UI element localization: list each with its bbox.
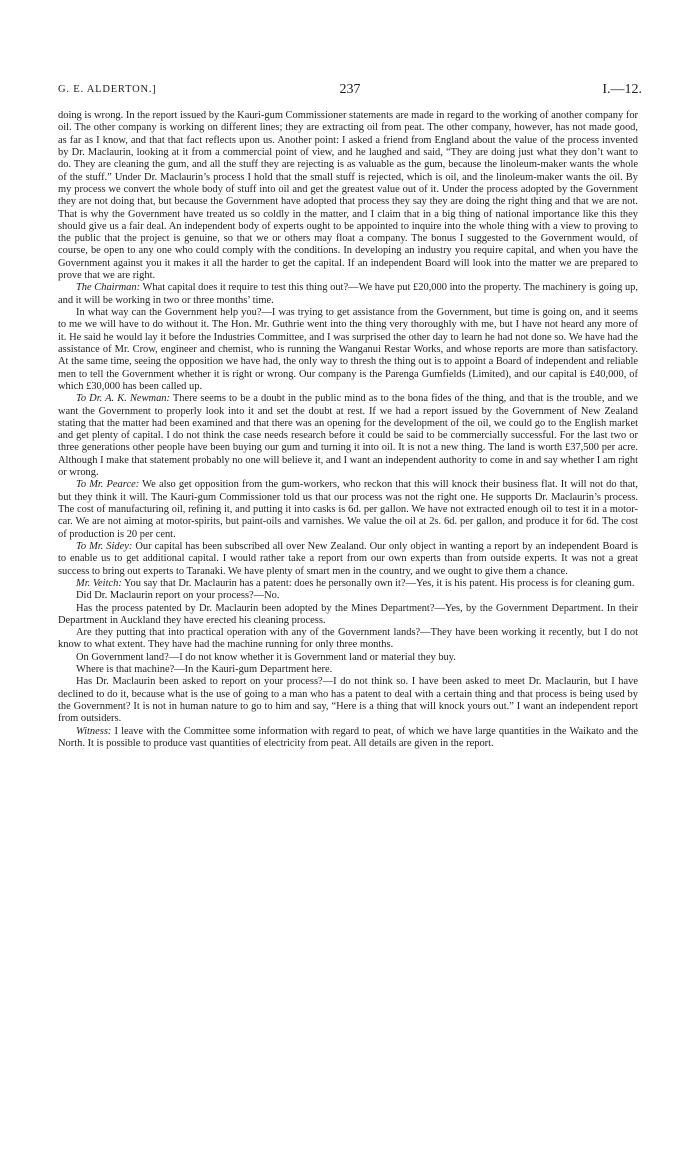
paragraph — [58, 726, 638, 751]
speaker: The Chairman: — [76, 282, 141, 294]
speaker: To Dr. A. K. Newman: — [76, 393, 170, 405]
paragraph — [58, 664, 638, 676]
paragraph — [58, 603, 638, 628]
witness-name: G. E. ALDERTON.] — [58, 84, 157, 95]
paragraph — [58, 479, 638, 541]
paragraph — [58, 676, 638, 725]
paragraph-text: I leave with the Committee some information with regard to peat, of which we have large quantities in the Waikato and the North. It is possible to produce vast quantities of electricity from peat. All details are given in the report. — [58, 725, 639, 749]
paragraph-text: Where is that machine?—In the Kauri-gum Department here. — [76, 664, 333, 676]
paragraph — [58, 590, 638, 602]
paragraph — [58, 652, 638, 664]
page-header — [58, 82, 642, 100]
speaker: To Mr. Sidey: — [76, 540, 133, 552]
speaker: To Mr. Pearce: — [76, 479, 140, 491]
page-body — [58, 110, 638, 750]
paragraph — [58, 307, 638, 393]
paragraph — [58, 282, 638, 307]
paragraph — [58, 393, 638, 479]
paragraph-text: Are they putting that into practical operation with any of the Government lands?—They have been working it recently, but I do not know to what extent. They have had the machine running for only three months. — [58, 627, 638, 651]
paragraph — [58, 578, 638, 590]
paragraph-text: Has Dr. Maclaurin been asked to report on your process?—I do not think so. I have been asked to meet Dr. Maclaurin, but I have declined to do it, because what is the use of going to a man who has a patent to deal with a certain thing and that process is being used by the Government? It is not in human nature to go to him and say, “Here is a thing that will knock yours out.” I want an independent report from outsiders. — [58, 676, 638, 725]
paragraph — [58, 541, 638, 578]
paragraph-text: Our capital has been subscribed all over New Zealand. Our only object in wanting a report by an independent Board is to enable us to get additional capital. I would rather take a report from our own experts than from outside experts. It was not a great success to bring out experts to Taranaki. We have plenty of smart men in the country, and we ought to give them a chance. — [58, 540, 638, 577]
paragraph-text: Has the process patented by Dr. Maclaurin been adopted by the Mines Department?—Yes, by the Government Department. In their Department in Auckland they have erected his cleaning process. — [58, 602, 638, 626]
paragraph — [58, 627, 638, 652]
paragraph-text: doing is wrong. In the report issued by the Kauri-gum Commissioner statements are made in regard to the working of another company for oil. The other company is working on different lines; they are extracting oil from peat. The other company, however, has not made good, as far as I know, and that that fact reflects upon us. Another point: I asked a friend from England about the value of the process invented by Dr. Maclaurin, looking at it from a commercial point of view, and he laughed and said, “They are doing just what they don’t want to do. They are cleaning the gum, and all the stuff they are rejecting is as valuable as the gum, because the linoleum-maker wants the whole of the stuff.” Under Dr. Maclaurin’s process I hold that the small stuff is rejected, which is oil, and the linoleum-maker wants the oil. By my process we convert the whole body of stuff into oil and get the greatest value out of it. Under the process adopted by the Government they are not doing that, but because the Government have adopted that process they say they are doing the right thing and that we are not. That is why the Government have treated us so coldly in the matter, and I claim that in a big thing of national importance like this they should give us a fair deal. An independent body of experts ought to be appointed to inquire into the whole thing with a view to proving to the public that the project is genuine, so that we or others may float a company. The bonus I suggested to the Government would, of course, be open to any one who could comply with the conditions. In developing an industry you require capital, and when you have the Government against you it makes it all the harder to get the capital. If an independent Board will look into the matter we are prepared to prove that we are right. — [58, 110, 639, 282]
page-number: 237 — [339, 82, 361, 97]
paragraph-text: Did Dr. Maclaurin report on your process?—No. — [76, 590, 280, 602]
paragraph-text: On Government land?—I do not know whether it is Government land or material they buy. — [76, 651, 456, 663]
paragraph-text: You say that Dr. Maclaurin has a patent: does he personally own it?—Yes, it is his patent. His process is for cleaning gum. — [124, 577, 635, 589]
paragraph-text: There seems to be a doubt in the public mind as to the bona fides of the thing, and that is the trouble, and we want the Government to properly look into it and set the doubt at rest. If we had a report issued by the Government of New Zealand stating that the matter had been examined and that there was an opening for the development of the oil, we could go to the English market and get plenty of capital. I do not think the case needs research before it could be said to be commercially successful. For the last two or three generations other people have been buying our gum and turning it into oil. It is not a new thing. The land is worth £37,500 per acre. Although I make that statement probably no one will believe it, and I want an independent authority to come in and say whether I am right or wrong. — [58, 393, 638, 479]
paper-reference: I.—12. — [602, 82, 642, 97]
paragraph-text: What capital does it require to test this thing out?—We have put £20,000 into the property. The machinery is going up, and it will be working in two or three months’ time. — [58, 282, 639, 306]
paragraph — [58, 110, 638, 282]
speaker: Mr. Veitch: — [76, 577, 122, 589]
paragraph-text: In what way can the Government help you?—I was trying to get assistance from the Government, but time is going on, and it seems to me we will have to do without it. The Hon. Mr. Guthrie went into the thing very thoroughly with me, but I have not heard any more of it. He said he would lay it before the Industries Committee, and I was surprised the other day to learn he had not done so. We have had the assistance of Mr. Crow, engineer and chemist, who is running the Wanganui Restar Works, and whose reports are more than satisfactory. At the same time, seeing the opposition we have had, the only way to thresh the thing out is to appoint a Board of independent and reliable men to tell the Government whether it is right or wrong. Our company is the Parenga Gumfields (Limited), and our capital is £40,000, of which £30,000 has been called up. — [58, 307, 638, 392]
paragraph-text: We also get opposition from the gum-workers, who reckon that this will knock their business flat. It will not do that, but they think it will. The Kauri-gum Commissioner told us that our process was not the right one. He supports Dr. Maclaurin’s process. The cost of manufacturing oil, refining it, and putting it into casks is 6d. per gallon. We have not extracted enough oil to test it in a motor-car. We are not aiming at motor-spirits, but paint-oils and varnishes. We value the oil at 2s. 6d. per gallon, and produce it for 6d. The cost of production is 20 per cent. — [58, 479, 639, 540]
speaker: Witness: — [76, 725, 112, 737]
